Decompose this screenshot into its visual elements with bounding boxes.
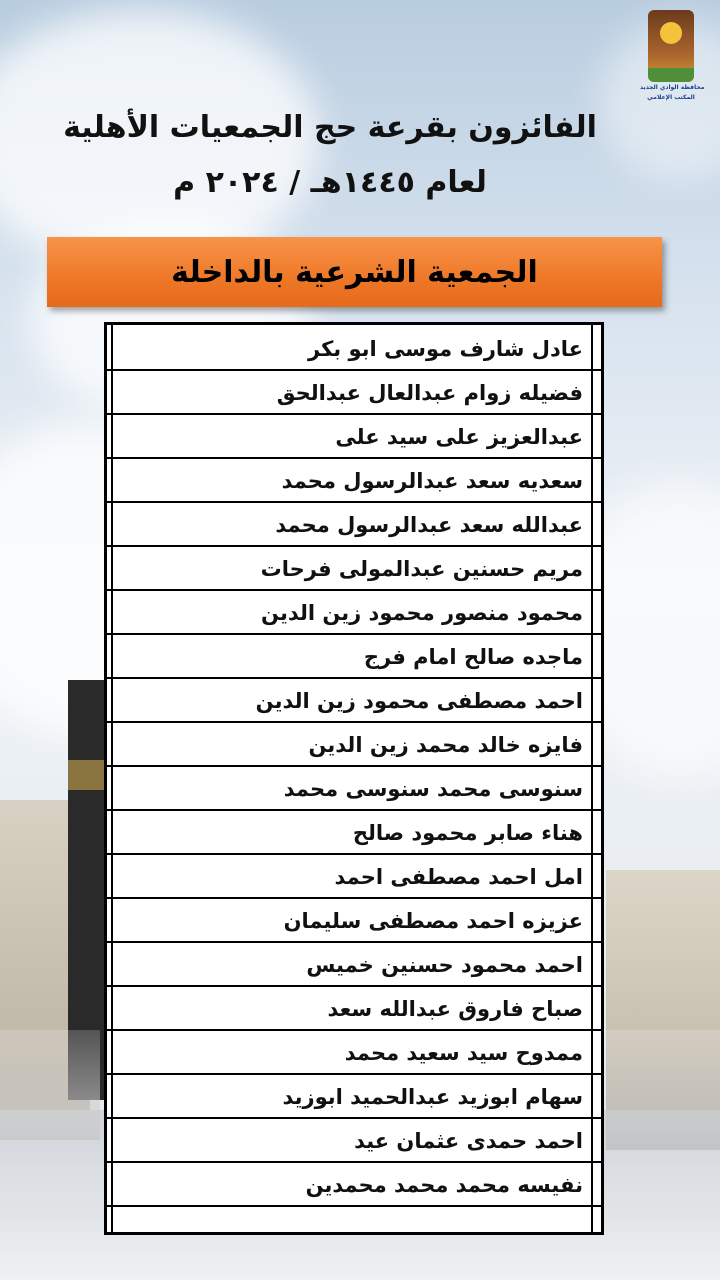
winners-table: [104, 322, 604, 1235]
pilgrims-crowd: [606, 1030, 720, 1150]
table-row: احمد مصطفى محمود زين الدين: [107, 679, 601, 723]
table-row: مريم حسنين عبدالمولى فرحات: [107, 547, 601, 591]
table-row: عبدالله سعد عبدالرسول محمد: [107, 503, 601, 547]
logo-governorate-name: محافظة الوادي الجديد: [640, 84, 705, 91]
table-row: عزيزه احمد مصطفى سليمان: [107, 899, 601, 943]
table-row: عبدالعزيز على سيد على: [107, 415, 601, 459]
association-banner: [47, 237, 662, 307]
association-name: الجمعية الشرعية بالداخلة: [171, 254, 538, 290]
table-row: فايزه خالد محمد زين الدين: [107, 723, 601, 767]
table-row: ممدوح سيد سعيد محمد: [107, 1031, 601, 1075]
table-row: صباح فاروق عبدالله سعد: [107, 987, 601, 1031]
table-row: نفيسه محمد محمد محمدين: [107, 1163, 601, 1207]
table-row: [107, 1207, 601, 1235]
table-row: احمد حمدى عثمان عيد: [107, 1119, 601, 1163]
logo: [640, 10, 705, 110]
table-row: امل احمد مصطفى احمد: [107, 855, 601, 899]
page-title: الفائزون بقرعة حج الجمعيات الأهلية: [63, 110, 597, 145]
governorate-emblem-icon: [648, 10, 694, 82]
table-row: هناء صابر محمود صالح: [107, 811, 601, 855]
table-row: سعديه سعد عبدالرسول محمد: [107, 459, 601, 503]
table-row: ماجده صالح امام فرج: [107, 635, 601, 679]
kaaba-band: [68, 760, 108, 790]
table-row: عادل شارف موسى ابو بكر: [107, 327, 601, 371]
pilgrims-crowd: [0, 1030, 100, 1140]
page-subtitle-year: لعام ١٤٤٥هـ / ٢٠٢٤ م: [173, 165, 487, 200]
table-row: محمود منصور محمود زين الدين: [107, 591, 601, 635]
logo-office-name: المكتب الإعلامي: [647, 94, 695, 101]
table-row: سهام ابوزيد عبدالحميد ابوزيد: [107, 1075, 601, 1119]
table-row: سنوسى محمد سنوسى محمد: [107, 767, 601, 811]
table-row: فضيله زوام عبدالعال عبدالحق: [107, 371, 601, 415]
table-row: احمد محمود حسنين خميس: [107, 943, 601, 987]
